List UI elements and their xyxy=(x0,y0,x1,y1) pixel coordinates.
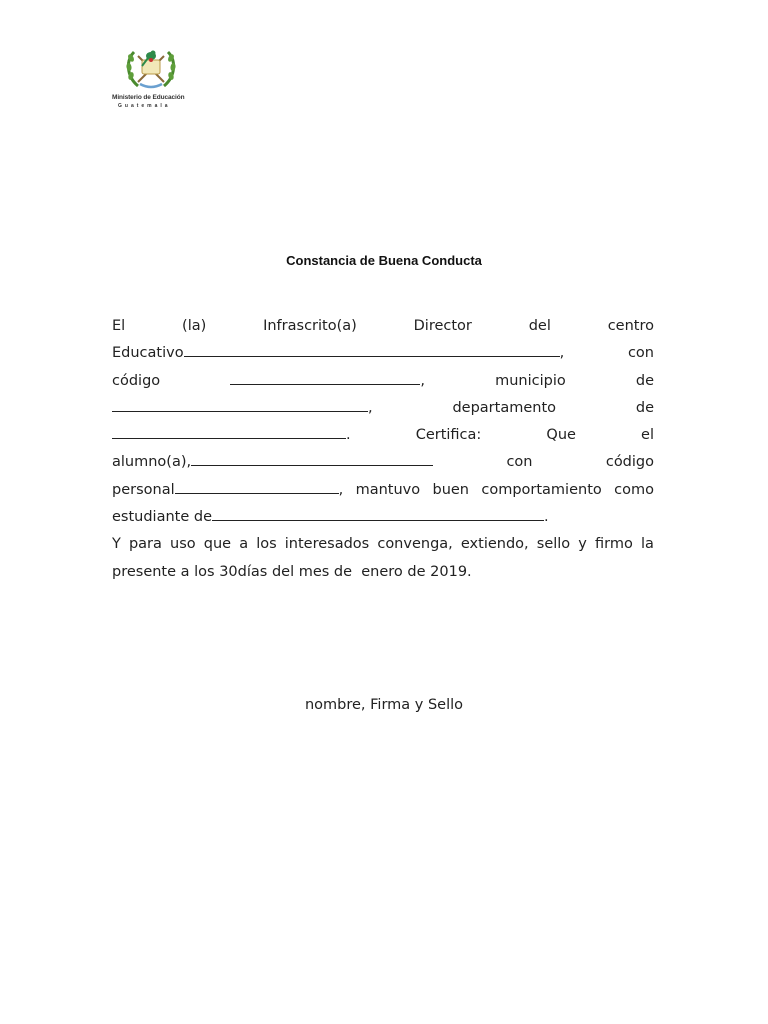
text: personal xyxy=(112,481,175,498)
body-line-7 xyxy=(112,477,654,504)
body-line-5 xyxy=(112,422,654,449)
body-line-10 xyxy=(112,559,654,586)
body-line-6 xyxy=(112,449,654,476)
text: como xyxy=(614,481,654,498)
text: y xyxy=(578,536,587,553)
certificate-body xyxy=(112,313,654,586)
text: código xyxy=(605,454,654,471)
text: buen xyxy=(432,481,469,498)
logo-ministry-name: Ministerio de Educación xyxy=(112,94,185,101)
text: con xyxy=(506,454,533,471)
text: departamento xyxy=(452,399,557,416)
document-title: Constancia de Buena Conducta xyxy=(286,253,482,268)
body-line-8 xyxy=(112,504,654,531)
school-name-blank[interactable] xyxy=(184,342,560,357)
text: del xyxy=(528,318,551,334)
text: la xyxy=(640,536,654,553)
text: de xyxy=(635,372,654,389)
text: Que xyxy=(546,427,576,444)
body-line-1 xyxy=(112,313,654,340)
text: con xyxy=(627,345,654,362)
body-line-4 xyxy=(112,395,654,422)
personal-code-blank[interactable] xyxy=(175,479,339,494)
body-line-3 xyxy=(112,368,654,395)
text: interesados xyxy=(284,536,370,553)
text: , xyxy=(420,372,425,389)
text: los xyxy=(256,536,277,553)
text: , xyxy=(368,399,373,416)
text: extiendo, xyxy=(460,536,529,553)
logo-country-name: Guatemala xyxy=(118,103,171,109)
text: código xyxy=(112,372,161,389)
text: firmo xyxy=(594,536,633,553)
text: , xyxy=(338,481,344,498)
grade-blank[interactable] xyxy=(212,506,544,521)
student-name-blank[interactable] xyxy=(191,451,433,466)
text: Y xyxy=(112,536,121,553)
text: sello xyxy=(536,536,571,553)
text: Certifica: xyxy=(415,427,482,444)
text: centro xyxy=(607,318,654,334)
text: a xyxy=(239,536,249,553)
body-line-2 xyxy=(112,340,654,367)
text: mantuvo xyxy=(355,481,421,498)
text: que xyxy=(203,536,232,553)
body-line-9 xyxy=(112,531,654,558)
municipality-blank[interactable] xyxy=(112,397,368,412)
text: alumno(a), xyxy=(112,454,192,471)
text: para xyxy=(128,536,162,553)
school-code-blank[interactable] xyxy=(230,370,420,385)
text: Educativo xyxy=(112,345,184,362)
department-blank[interactable] xyxy=(112,424,346,439)
text: El xyxy=(112,318,126,334)
text: comportamiento xyxy=(481,481,602,498)
text: de xyxy=(635,399,654,416)
text: el xyxy=(641,427,654,444)
ministry-logo xyxy=(112,44,192,114)
text: estudiante de xyxy=(112,509,212,526)
text: municipio xyxy=(495,372,566,389)
text: uso xyxy=(170,536,196,553)
text: . xyxy=(544,509,549,526)
text: Director xyxy=(413,318,472,334)
text: convenga, xyxy=(377,536,453,553)
text: Infrascrito(a) xyxy=(263,318,357,334)
text: (la) xyxy=(182,318,207,334)
signature-label: nombre, Firma y Sello xyxy=(304,697,464,713)
guatemala-coat-of-arms-icon xyxy=(124,44,178,92)
text: . xyxy=(346,427,351,444)
text: , xyxy=(559,345,565,362)
date-statement: presente a los 30días del mes de enero de 2019. xyxy=(112,563,472,580)
